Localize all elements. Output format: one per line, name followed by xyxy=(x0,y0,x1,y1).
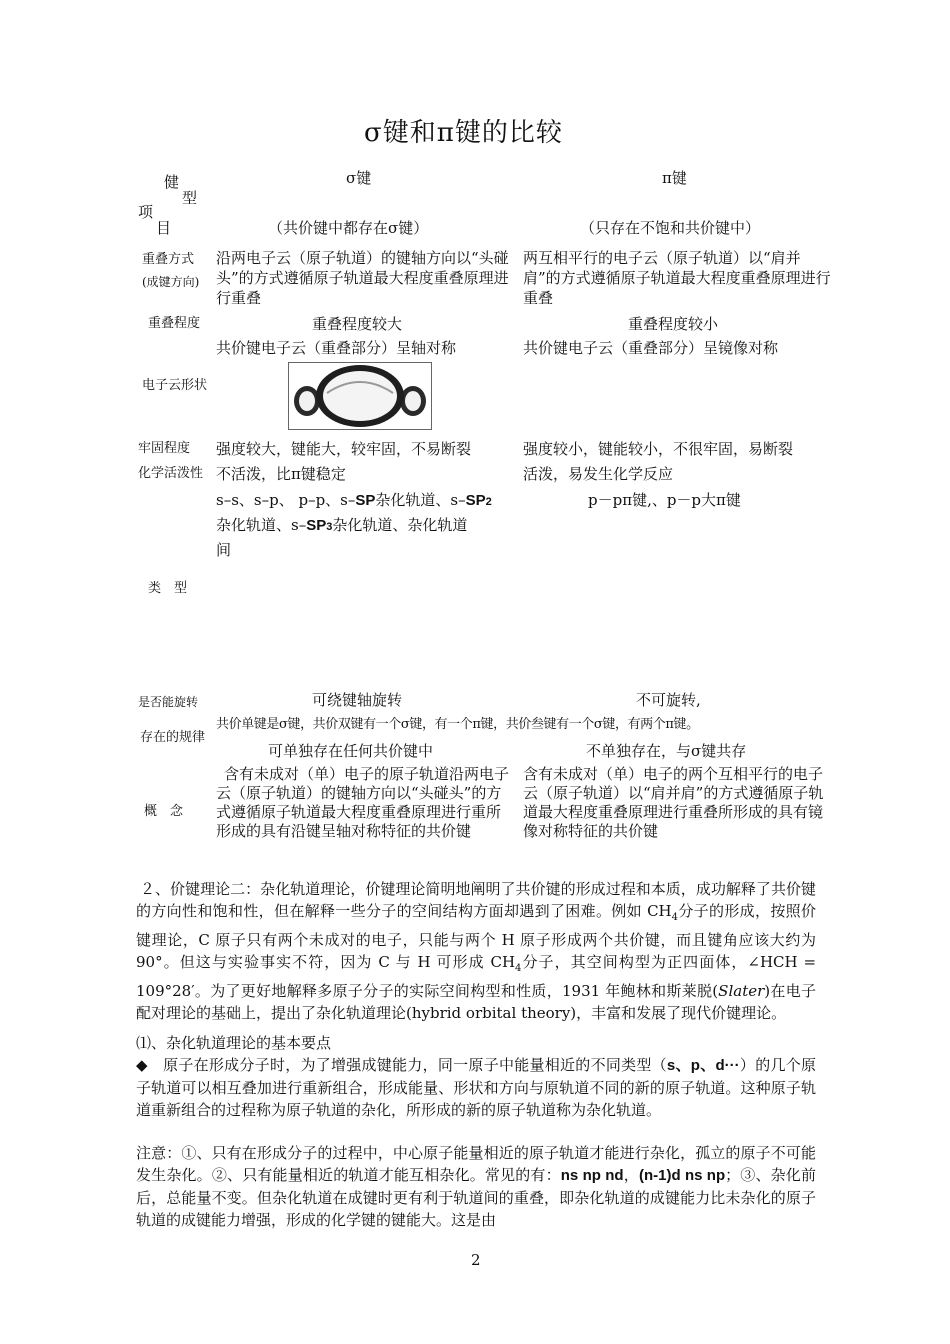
sigma-existence: 可单独存在任何共价键中 xyxy=(268,742,434,760)
pi-overlap-degree: 重叠程度较小 xyxy=(628,315,719,333)
sigma-column-note: （共价键中都存在σ键） xyxy=(268,219,429,237)
pi-firmness: 强度较小，键能较小，不很牢固，易断裂 xyxy=(523,440,794,458)
row-label-existence: 存在的规律 xyxy=(140,730,206,745)
sigma-types-line2: 杂化轨道、s–SP3杂化轨道、杂化轨道 xyxy=(216,516,468,534)
paragraph-hybridization-definition: ◆ 原子在形成分子时，为了增强成键能力，同一原子中能量相近的不同类型（s、p、d···）的几个原子轨道可以相互叠加进行重新组合，形成能量、形状和方向与原轨道不同的新的原子轨道。这种原子轨道重新组合的过程称为原子轨道的杂化，所形成的新的原子轨道称为杂化轨道。 xyxy=(136,1056,816,1119)
sigma-concept: 含有未成对（单）电子的原子轨道沿两电子云（原子轨道）的键轴方向以“头碰头”的方式遵循原子轨道最大程度重叠原理进行重所形成的具有沿键呈轴对称特征的共价键 xyxy=(216,765,510,840)
paragraph-hybrid-theory-intro: ２、价键理论二：杂化轨道理论，价键理论简明地阐明了共价键的形成过程和本质，成功解释了共价键的方向性和饱和性，但在解释一些分子的空间结构方面却遇到了困难。例如 $CH_4$分子的形成，按照价键理论，C 原子只有两个未成对的电子，只能与两个 H 原子形成两个共价键，而且键角应该大约为 90°。但这与实验事实不符，因为 C 与 H 可形成 $CH_4$分子，其空间构型为正四面体，∠HCH = 109°28′。为了更好地解释多原子分子的实际空间构型和性质，1931 年鲍林和斯莱脱(Slater)在电子配对理论的基础上，提出了杂化轨道理论(hybrid orbital theory)，丰富和发展了现代价键理论。 xyxy=(136,880,817,1022)
paragraph-notes: 注意：①、只有在形成分子的过程中，中心原子能量相近的原子轨道才能进行杂化，孤立的原子不可能发生杂化。②、只有能量相近的轨道才能互相杂化。常见的有：ns np nd，(n-1)d ns np；③、杂化前后，总能量不变。但杂化轨道在成键时更有利于轨道间的重叠，即杂化轨道的成键能力比未杂化的原子轨道的成键能力增强，形成的化学键的键能大。这是由 xyxy=(136,1144,816,1229)
corner-label-xing: 型 xyxy=(182,189,198,207)
sigma-overlap-mode: 沿两电子云（原子轨道）的键轴方向以“头碰头”的方式遵循原子轨道最大程度重叠原理进行重叠 xyxy=(216,249,509,307)
page-title: σ键和π键的比较 xyxy=(364,118,563,148)
pi-rotation: 不可旋转, xyxy=(636,691,701,709)
row-label-reactivity: 化学活泼性 xyxy=(138,466,204,481)
page-number: 2 xyxy=(471,1251,481,1269)
row-label-bond-direction: (成键方向) xyxy=(142,275,200,289)
pi-cloud-symmetry: 共价键电子云（重叠部分）呈镜像对称 xyxy=(523,339,779,357)
corner-label-xiang: 项 xyxy=(138,203,154,221)
sigma-types-line1: s–s、s–p、 p–p、s–SP杂化轨道、s–SP2 xyxy=(216,491,492,509)
row-label-concept: 概 念 xyxy=(144,804,184,819)
row-label-overlap-mode: 重叠方式 xyxy=(142,252,195,267)
paragraph-basic-points-heading: ⑴、杂化轨道理论的基本要点 xyxy=(136,1034,332,1052)
pi-column-header: π键 xyxy=(662,169,687,187)
sigma-types-line3: 间 xyxy=(216,541,232,559)
row-label-rotation: 是否能旋转 xyxy=(138,695,199,709)
sigma-overlap-degree: 重叠程度较大 xyxy=(312,315,403,333)
row-label-firmness: 牢固程度 xyxy=(138,441,191,456)
sigma-reactivity: 不活泼，比π键稳定 xyxy=(216,465,346,483)
row-label-cloud-shape: 电子云形状 xyxy=(142,378,208,393)
sigma-rotation: 可绕键轴旋转 xyxy=(312,691,403,709)
row-label-types: 类 型 xyxy=(148,581,188,596)
pi-concept: 含有未成对（单）电子的两个互相平行的电子云（原子轨道）以“肩并肩”的方式遵循原子轨道最大程度重叠原理进行重叠所形成的具有镜像对称特征的共价键 xyxy=(523,765,824,840)
row-label-overlap-degree: 重叠程度 xyxy=(148,316,201,331)
sigma-column-header: σ键 xyxy=(346,169,372,187)
sigma-firmness: 强度较大，键能大，较牢固，不易断裂 xyxy=(216,440,472,458)
corner-label-mu: 目 xyxy=(156,219,172,237)
pi-reactivity: 活泼，易发生化学反应 xyxy=(523,465,674,483)
corner-label-jian: 健 xyxy=(164,173,180,191)
pi-types: p－pπ键,、p－p大π键 xyxy=(588,491,741,509)
bond-count-rule: 共价单键是σ键，共价双键有一个σ键，有一个π键，共价叁键有一个σ键，有两个π键。 xyxy=(216,717,699,732)
pi-overlap-mode: 两互相平行的电子云（原子轨道）以“肩并肩”的方式遵循原子轨道最大程度重叠原理进行重叠 xyxy=(523,249,831,307)
sigma-overlap-figure xyxy=(288,362,432,430)
pi-existence: 不单独存在，与σ键共存 xyxy=(586,742,747,760)
sigma-cloud-symmetry: 共价键电子云（重叠部分）呈轴对称 xyxy=(216,339,457,357)
pi-column-note: （只存在不饱和共价键中） xyxy=(580,219,761,237)
